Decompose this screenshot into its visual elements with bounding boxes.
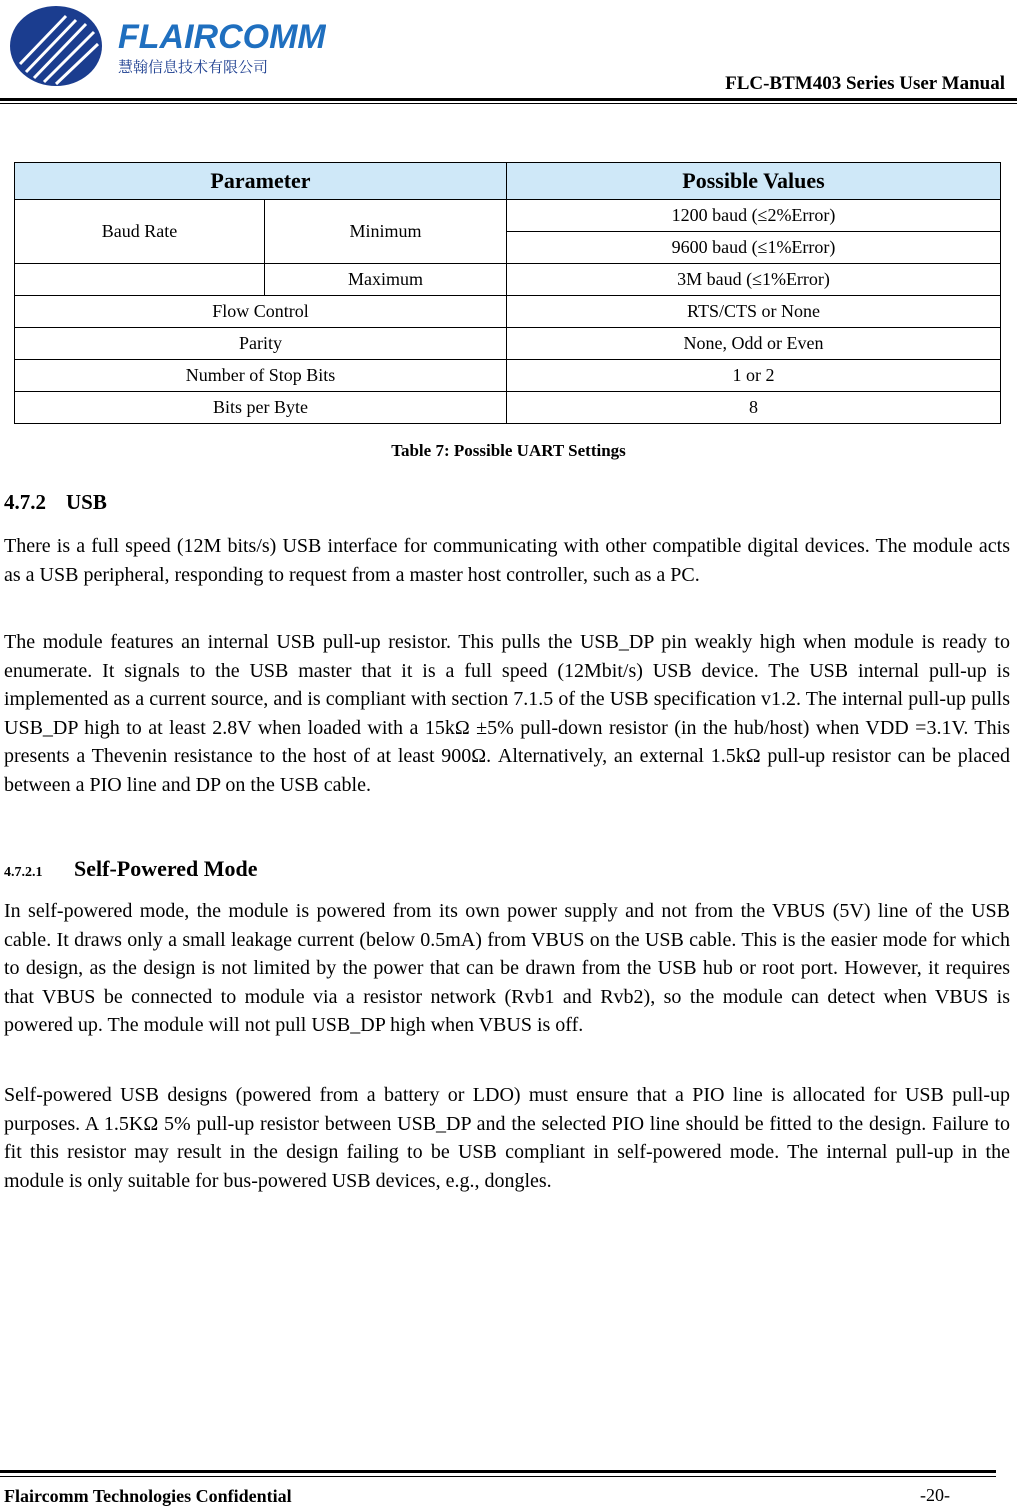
subsection-number: 4.7.2.1 [4,865,43,880]
cell-param: Bits per Byte [15,392,507,424]
cell-param: Number of Stop Bits [15,360,507,392]
uart-settings-table [14,162,1001,424]
logo-wordmark: FLAIRCOMM [118,18,326,56]
paragraph: In self-powered mode, the module is powered from its own power supply and not from the VBUS (5V) line of the USB cable. It draws only a small leakage current (below 0.5mA) from VBUS on the USB cable. This is the easier mode for which to design, as the design is not limited by the power that can be drawn from the USB hub or root port. However, it requires that VBUS be connected to module via a resistor network (Rvb1 and Rvb2), so the module can detect when VBUS is powered up. The module will not pull USB_DP high when VBUS is off. [4,900,1010,1037]
cell-empty [15,264,265,296]
cell-param: Flow Control [15,296,507,328]
logo-subtitle: 慧翰信息技术有限公司 [118,58,269,76]
footer-rule [0,1470,996,1473]
cell-baud-rate: Baud Rate [15,200,265,264]
flaircomm-logo [6,2,326,92]
cell-value: 1 or 2 [507,360,1001,392]
manual-title: FLC-BTM403 Series User Manual [725,73,1005,94]
cell-minimum: Minimum [265,200,507,264]
cell-max-value: 3M baud (≤1%Error) [507,264,1001,296]
paragraph: Self-powered USB designs (powered from a battery or LDO) must ensure that a PIO line is allocated for USB pull-up purposes. A 1.5KΩ 5% pull-up resistor between USB_DP and the selected PIO line should be fitted to the design. Failure to fit this resistor may result in the design failing to be USB compliant in self-powered mode. The internal pull-up in the module is only suitable for bus-powered USB devices, e.g., dongles. [4,1084,1010,1192]
cell-maximum: Maximum [265,264,507,296]
paragraph: There is a full speed (12M bits/s) USB interface for communicating with other compatible digital devices. The module acts as a USB peripheral, responding to request from a master host controller, such as a PC. [4,535,1010,586]
header-possible-values: Possible Values [507,163,1001,200]
footer-rule-thin [0,1476,996,1477]
header-rule-thin [0,103,1017,104]
table-row [15,328,1001,360]
table-header-row [15,163,1001,200]
table-row [15,200,1001,232]
table-row [15,264,1001,296]
header-parameter: Parameter [15,163,507,200]
cell-value: 8 [507,392,1001,424]
section-heading-usb [4,490,107,515]
header-rule [0,98,1017,101]
table-row [15,360,1001,392]
section-number: 4.7.2 [4,490,46,514]
table-caption: Table 7: Possible UART Settings [391,441,626,460]
page-number: -20- [920,1485,950,1505]
table-row [15,392,1001,424]
subsection-title: Self-Powered Mode [74,856,258,881]
cell-min-value-2: 9600 baud (≤1%Error) [507,232,1001,264]
cell-value: RTS/CTS or None [507,296,1001,328]
paragraph: The module features an internal USB pull-up resistor. This pulls the USB_DP pin weakly high when module is ready to enumerate. It signals to the USB master that it is a full speed (12Mbit/s) USB device. The USB internal pull-up is implemented as a current source, and is compliant with section 7.1.5 of the USB specification v1.2. The internal pull-up pulls USB_DP high to at least 2.8V when loaded with a 15kΩ ±5% pull-down resistor (in the hub/host) when VDD =3.1V. This presents a Thevenin resistance to the host of at least 900Ω. Alternatively, an external 1.5kΩ pull-up resistor can be placed between a PIO line and DP on the USB cable. [4,631,1010,796]
cell-value: None, Odd or Even [507,328,1001,360]
section-heading-self-powered [4,856,258,882]
cell-param: Parity [15,328,507,360]
table-row [15,296,1001,328]
section-title: USB [66,490,107,514]
footer-confidential: Flaircomm Technologies Confidential [4,1486,292,1506]
cell-min-value-1: 1200 baud (≤2%Error) [507,200,1001,232]
